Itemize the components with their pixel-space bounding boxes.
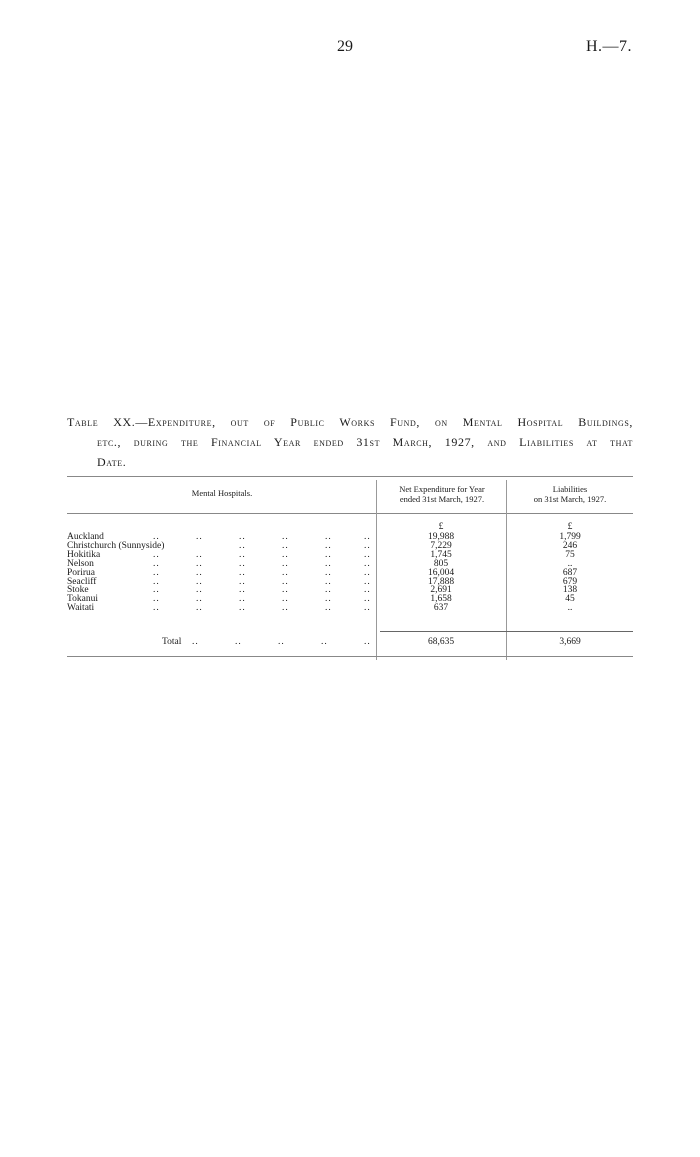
expenditure-value: 1,745 — [430, 549, 452, 560]
expenditure-value: 17,888 — [427, 576, 455, 587]
hospital-name: Seacliff — [67, 576, 97, 587]
hospital-name: Stoke — [67, 585, 89, 596]
expenditure-value: 19,988 — [427, 532, 455, 542]
unit-expenditure: £ — [438, 522, 444, 532]
column-header-hospitals: Mental Hospitals. — [191, 488, 253, 498]
table-row: Stoke .. .. .. .. .. .. 2,691 138 — [67, 586, 633, 594]
table-row: Nelson .. .. .. .. .. .. 805 .. — [67, 560, 633, 568]
liabilities-value: 687 — [562, 567, 578, 578]
hospital-name: Christchurch (Sunnyside) — [67, 540, 165, 551]
liabilities-value: 45 — [565, 594, 575, 605]
expenditure-value: 637 — [433, 603, 449, 614]
hospital-name: Hokitika — [67, 549, 101, 560]
liabilities-value: 1,799 — [559, 532, 581, 542]
expenditure-value: 2,691 — [430, 585, 452, 596]
hospital-name: Auckland — [67, 532, 104, 542]
caption-line-1: Table XX.—Expenditure, out of Public Works Fund, on Mental Hospital Buildings, — [67, 415, 633, 429]
column-header-liabilities — [507, 484, 633, 504]
hospital-name: Waitati — [67, 603, 95, 614]
header-bottom-rule — [67, 513, 633, 514]
column-header-liabilities-line-2: on 31st March, 1927. — [533, 494, 607, 504]
expenditure-value: 7,229 — [430, 540, 452, 551]
hospital-name: Porirua — [67, 567, 95, 578]
column-header-expenditure-line-2: ended 31st March, 1927. — [399, 494, 485, 504]
units-row — [67, 523, 633, 531]
liabilities-value: .. — [567, 558, 573, 569]
total-row: Total .. .. .. .. .. 68,635 3,669 — [67, 638, 633, 646]
expenditure-value: 805 — [433, 558, 449, 569]
unit-liabilities: £ — [567, 522, 573, 532]
expenditure-value: 1,658 — [430, 594, 452, 605]
liabilities-value: .. — [567, 603, 573, 614]
total-expenditure: 68,635 — [427, 637, 455, 647]
table-caption — [67, 412, 633, 472]
table-row: Porirua .. .. .. .. .. .. 16,004 687 — [67, 569, 633, 577]
total-rule — [380, 631, 633, 632]
caption-line-3: Date. — [97, 455, 127, 469]
column-header-expenditure-line-1: Net Expenditure for Year — [399, 484, 485, 494]
caption-line-2: etc., during the Financial Year ended 31st March, 1927, and Liabilities at that — [97, 435, 633, 449]
table-bottom-rule — [67, 656, 633, 657]
table-row: Tokanui .. .. .. .. .. .. 1,658 45 — [67, 595, 633, 603]
column-header-liabilities-line-1: Liabilities — [552, 484, 588, 494]
total-liabilities: 3,669 — [559, 637, 581, 647]
hospital-name: Tokanui — [67, 594, 98, 605]
header-top-rule — [67, 476, 633, 477]
total-label: Total — [162, 637, 182, 647]
hospital-name: Nelson — [67, 558, 94, 569]
page-reference: H.—7. — [585, 38, 632, 55]
expenditure-value: 16,004 — [427, 567, 455, 578]
liabilities-value: 246 — [562, 540, 578, 551]
liabilities-value: 138 — [562, 585, 578, 596]
table-row: Hokitika .. .. .. .. .. .. 1,745 75 — [67, 551, 633, 559]
page-number: 29 — [337, 38, 353, 55]
table-row: Seacliff .. .. .. .. .. .. 17,888 679 — [67, 578, 633, 586]
column-header-expenditure — [377, 484, 507, 504]
table-row: Auckland .. .. .. .. .. .. 19,988 1,799 — [67, 533, 633, 541]
table-row: Christchurch (Sunnyside) .. .. .. .. 7,229 246 — [67, 542, 633, 550]
table-row: Waitati .. .. .. .. .. .. 637 .. — [67, 604, 633, 612]
liabilities-value: 75 — [565, 549, 575, 560]
liabilities-value: 679 — [562, 576, 578, 587]
